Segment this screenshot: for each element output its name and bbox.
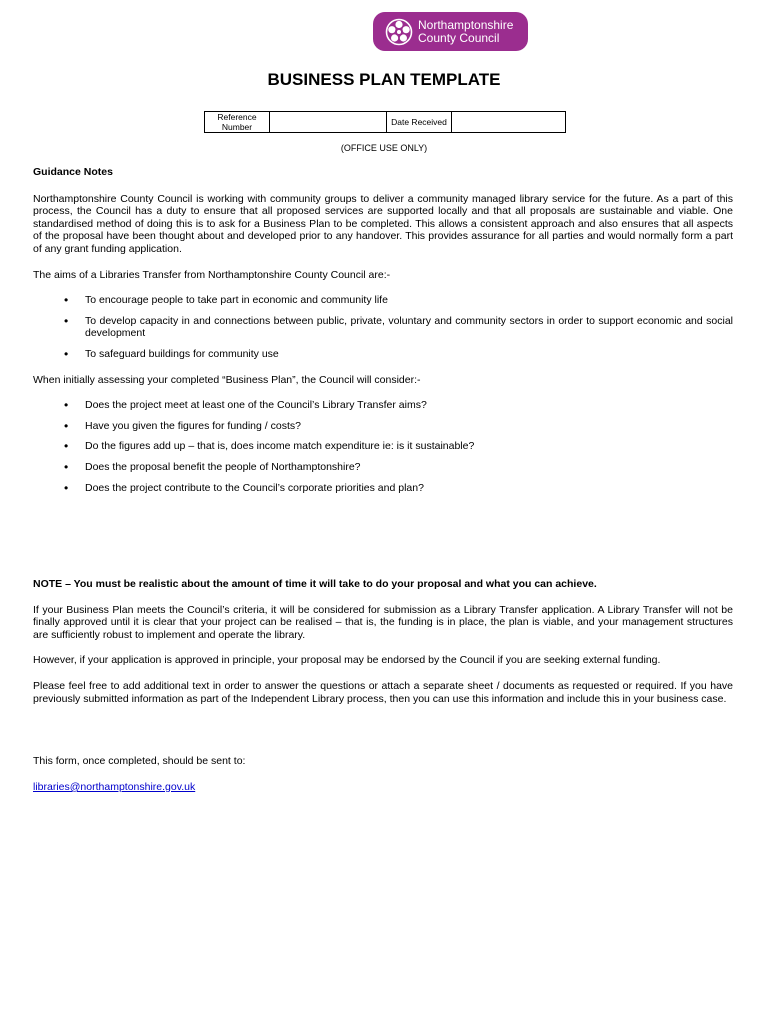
list-item: • Does the project contribute to the Council’s corporate priorities and plan? <box>33 482 733 495</box>
principle-paragraph: However, if your application is approved in principle, your proposal may be endorsed by the Council if you are seeking external funding. <box>33 654 661 667</box>
logo-line-1: Northamptonshire <box>418 17 514 32</box>
page-title: BUSINESS PLAN TEMPLATE <box>267 70 501 89</box>
document-body <box>33 166 733 793</box>
reference-number-label: Reference Number <box>205 112 270 133</box>
reference-number-field[interactable] <box>270 112 387 133</box>
list-item: • Does the project meet at least one of the Council’s Library Transfer aims? <box>33 399 733 412</box>
list-item: • To encourage people to take part in economic and community life <box>33 294 733 307</box>
guidance-intro: Northamptonshire County Council is working with community groups to deliver a community managed library service for the future. As a part of this process, the Council has a duty to ensure that all proposed services are supported locally and that all proposals are sustainable and viable. One standardised method of doing this is to ask for a Business Plan to be completed. This allows a consistent approach and also ensures that all aspects of the proposal have been thought about and developed prior to any handover. This provides assurance for all parties and would normally form a part of any grant funding application. <box>33 192 733 255</box>
list-item: • Does the proposal benefit the people of Northamptonshire? <box>33 461 733 474</box>
date-received-label: Date Received <box>387 112 452 133</box>
date-received-field[interactable] <box>452 112 566 133</box>
consider-intro: When initially assessing your completed “Business Plan”, the Council will consider:- <box>33 373 421 386</box>
guidance-heading: Guidance Notes <box>33 166 113 178</box>
council-logo <box>373 12 528 51</box>
realistic-note: NOTE – You must be realistic about the amount of time it will take to do your proposal and what you can achieve. <box>33 578 597 591</box>
list-item: • To safeguard buildings for community use <box>33 348 733 361</box>
email-link[interactable]: libraries@northamptonshire.gov.uk <box>33 780 196 793</box>
criteria-paragraph: If your Business Plan meets the Council’s criteria, it will be considered for submission as a Library Transfer application. A Library Transfer will not be finally approved until it is clear that your project can be realised – that is, the funding is in place, the plan is viable, and your management structures are sufficiently robust to implement and operate the library. <box>33 603 733 641</box>
list-item: • Do the figures add up – that is, does income match expenditure ie: is it sustainable? <box>33 440 733 453</box>
send-to-paragraph: This form, once completed, should be sent to: <box>33 755 246 768</box>
rose-emblem-icon <box>385 18 413 46</box>
aims-list <box>33 294 733 360</box>
aims-intro: The aims of a Libraries Transfer from Northamptonshire County Council are:- <box>33 268 391 281</box>
considerations-list <box>33 399 733 494</box>
additional-paragraph: Please feel free to add additional text in order to answer the questions or attach a separate sheet / documents as requested or required. If you have previously submitted information as part of the Independent Library process, then you can use this information and include this in your business case. <box>33 680 733 705</box>
list-item: • To develop capacity in and connections between public, private, voluntary and community sectors in order to support economic and social development <box>33 315 733 340</box>
list-item: • Have you given the figures for funding / costs? <box>33 420 733 433</box>
office-use-note: (OFFICE USE ONLY) <box>340 143 428 153</box>
reference-table <box>204 111 566 133</box>
logo-line-2: County Council <box>418 30 500 45</box>
